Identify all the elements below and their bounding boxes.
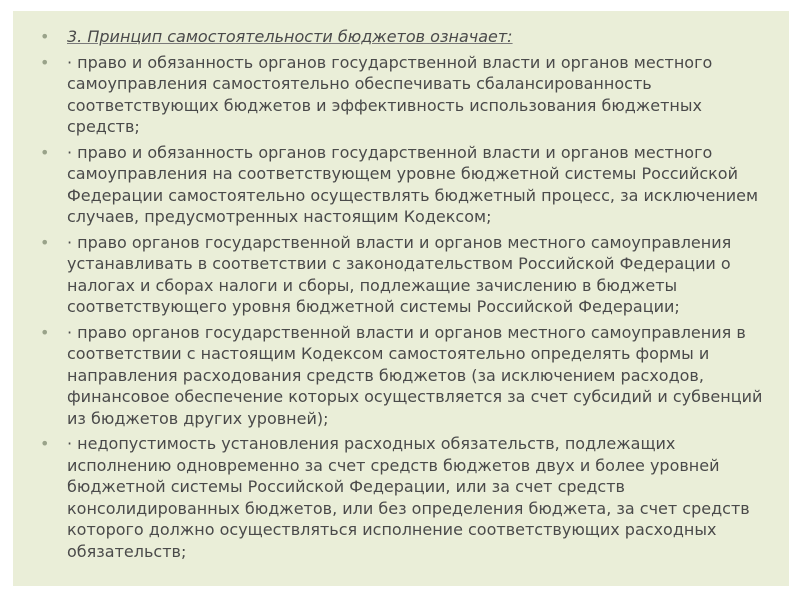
bullet-icon: • <box>40 434 50 453</box>
list-item <box>27 322 775 430</box>
list-item-text: · право органов государственной власти и органов местного самоуправления устанавливать в соответствии с законодательством Российской Федерации о налогах и сборах налоги и сборы, подлежащие зачислению в бюджеты соответствующего уровня бюджетной системы Российской Федерации; <box>67 232 732 316</box>
bullet-icon: • <box>40 52 50 72</box>
slide-panel <box>13 11 789 586</box>
bullet-icon: • <box>40 232 50 252</box>
list-item-heading <box>27 26 775 48</box>
bullet-icon: • <box>40 27 50 46</box>
list-item <box>27 433 775 562</box>
list-item-text: · право и обязанность органов государственной власти и органов местного самоуправления на соответствующем уровне бюджетной системы Российской Федерации самостоятельно осуществлять бюджетный процесс, за исключением случаев, предусмотренных настоящим Кодексом; <box>67 142 759 226</box>
list-item <box>27 52 775 138</box>
bullet-icon: • <box>40 142 50 162</box>
list-item-text: · недопустимость установления расходных обязательств, подлежащих исполнению одновременно за счет средств бюджетов двух и более уровней бюджетной системы Российской Федерации, или за счет средств консолидированных бюджетов, или без определения бюджета, за счет средств которого должно осуществляться исполнение соответствующих расходных обязательств; <box>67 434 750 561</box>
list-item <box>27 232 775 318</box>
bullet-list <box>27 26 775 562</box>
bullet-icon: • <box>40 322 50 342</box>
list-item <box>27 142 775 228</box>
list-item-text: · право и обязанность органов государственной власти и органов местного самоуправления самостоятельно обеспечивать сбалансированность соответствующих бюджетов и эффективность использования бюджетных средств; <box>67 52 713 136</box>
heading-text: 3. Принцип самостоятельности бюджетов означает: <box>67 27 513 46</box>
list-item-text: · право органов государственной власти и органов местного самоуправления в соответствии с настоящим Кодексом самостоятельно определять формы и направления расходования средств бюджетов (за исключением расходов, финансовое обеспечение которых осуществляется за счет субсидий и субвенций из бюджетов других уровней); <box>67 322 763 428</box>
